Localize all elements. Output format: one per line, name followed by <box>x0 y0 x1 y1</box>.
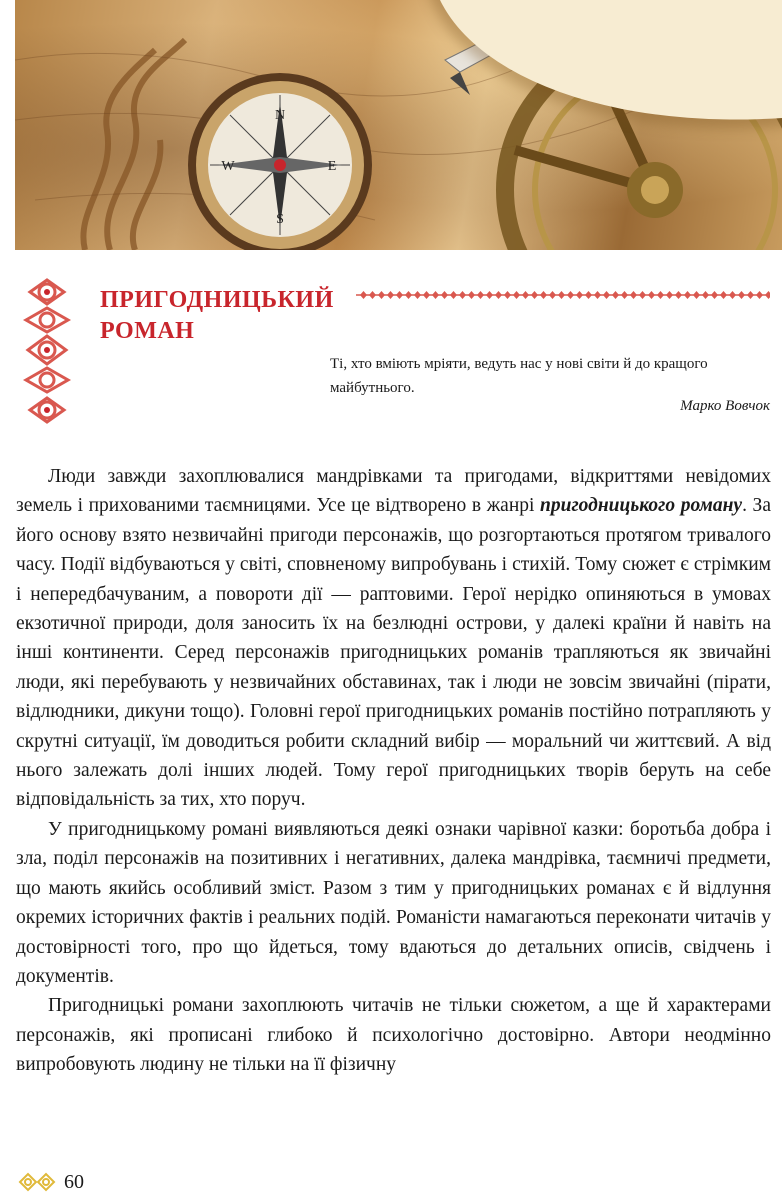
section-title <box>100 285 360 347</box>
rule-diamond <box>684 291 691 299</box>
rule-diamond <box>477 291 484 299</box>
rule-diamond <box>396 291 403 299</box>
section-title-line1: ПРИГОДНИЦЬКИЙ <box>100 287 334 313</box>
rule-diamond <box>720 291 727 299</box>
rule-diamond <box>648 291 655 299</box>
rule-diamond <box>639 291 646 299</box>
rule-diamond <box>693 291 700 299</box>
rule-diamond <box>567 291 574 299</box>
rule-diamond <box>522 291 529 299</box>
embroidery-ornament-icon <box>18 278 76 428</box>
paragraph-1-start: Люди завжди захоплювалися мандрівками та пригодами, відкриттями невідомих земель і прихованими таємницями. Усе це відтворено в жанрі <box>16 466 771 517</box>
rule-diamond <box>576 291 583 299</box>
rule-diamond <box>504 291 511 299</box>
paragraph-2: У пригодницькому романі виявляються деякі ознаки чарівної казки: боротьба добра і зла, поділ персонажів на позитивних і негативних, далека мандрівка, таємничі предмети, що мають якийсь особливий зміст. Разом з тим у пригодницьких романах є й відлуння окремих історичних фактів і реальних подій. Романісти намагаються переконати читачів у достовірності того, про що йдеться, тому вдаються до детальних описів, свідчень і документів. <box>16 818 771 987</box>
rule-diamond <box>468 291 475 299</box>
rule-diamond <box>540 291 547 299</box>
epigraph-author: Марко Вовчок <box>680 398 770 414</box>
rule-diamond <box>657 291 664 299</box>
svg-text:E: E <box>327 159 337 174</box>
rule-diamond <box>612 291 619 299</box>
rope-icon <box>83 40 185 250</box>
rule-diamond <box>666 291 673 299</box>
paragraph-1-end: . За його основу взято незвичайні пригоди персонажів, що розгортаються протягом тривалого часу. Події відбуваються у світі, сповненому випробувань і стихій. Тому сюжет є стрімким і непередбачуваним, а повороти дії — раптовими. Герої нерідко опиняються в умовах екзотичної природи, доля заносить їх на безлюдні острови, у далекі країни й навіть на інші континенти. Серед персонажів пригодницьких романів трапляються як звичайні люди, які перебувають у незвичайних обставинах, так і люди не зовсім звичайні (пірати, відлюдники, дикуни тощо). Головні герої пригодницьких романів постійно потрапляють у скрутні ситуації, їм доводиться робити складний вибір — моральний чи життєвий. А від нього залежать долі інших людей. Тому герої пригодницьких творів беруть на себе відповідальність за тих, хто поруч. <box>16 495 771 811</box>
page-footer <box>18 1170 84 1194</box>
rule-diamond <box>702 291 709 299</box>
decorative-rule-icon <box>356 289 770 301</box>
compass-icon <box>188 73 372 250</box>
rule-diamond <box>729 291 736 299</box>
svg-text:W: W <box>221 159 235 174</box>
rule-diamond <box>360 291 367 299</box>
rule-diamond <box>675 291 682 299</box>
rule-diamond <box>441 291 448 299</box>
rule-diamond <box>594 291 601 299</box>
rule-diamond <box>378 291 385 299</box>
rule-diamond <box>765 291 770 299</box>
section-title-line2: РОМАН <box>100 318 195 344</box>
genre-term: пригодницького роману <box>540 495 743 517</box>
main-text <box>16 462 771 1080</box>
paragraph-3: Пригодницькі романи захоплюють читачів не тільки сюжетом, а ще й характерами персонажів, які прописані глибоко й психологічно достовірно. Автори неодмінно випробовують людину не тільки на її фізичну <box>16 995 771 1076</box>
rule-diamond <box>369 291 376 299</box>
rule-diamond <box>747 291 754 299</box>
rule-diamond <box>549 291 556 299</box>
rule-diamond <box>495 291 502 299</box>
rule-diamond <box>621 291 628 299</box>
header-photo <box>15 0 782 250</box>
rule-diamond <box>585 291 592 299</box>
footer-ornament-icon <box>18 1171 58 1193</box>
rule-diamond <box>405 291 412 299</box>
page-number: 60 <box>64 1170 84 1193</box>
rule-diamond <box>630 291 637 299</box>
rule-diamond <box>756 291 763 299</box>
rule-diamond <box>414 291 421 299</box>
rule-diamond <box>459 291 466 299</box>
rule-diamond <box>486 291 493 299</box>
rule-diamond <box>513 291 520 299</box>
rule-diamond <box>423 291 430 299</box>
svg-text:N: N <box>274 108 286 123</box>
rule-diamond <box>603 291 610 299</box>
rule-diamond <box>531 291 538 299</box>
paragraph-1 <box>16 462 771 815</box>
epigraph-text: Ті, хто вміють мріяти, ведуть нас у нові світи й до кращого майбутнього. <box>330 356 708 396</box>
rule-diamond <box>558 291 565 299</box>
rule-diamond <box>387 291 394 299</box>
rule-diamond <box>738 291 745 299</box>
svg-text:S: S <box>276 212 284 227</box>
rule-diamond <box>450 291 457 299</box>
rule-diamond <box>432 291 439 299</box>
rule-diamond <box>711 291 718 299</box>
